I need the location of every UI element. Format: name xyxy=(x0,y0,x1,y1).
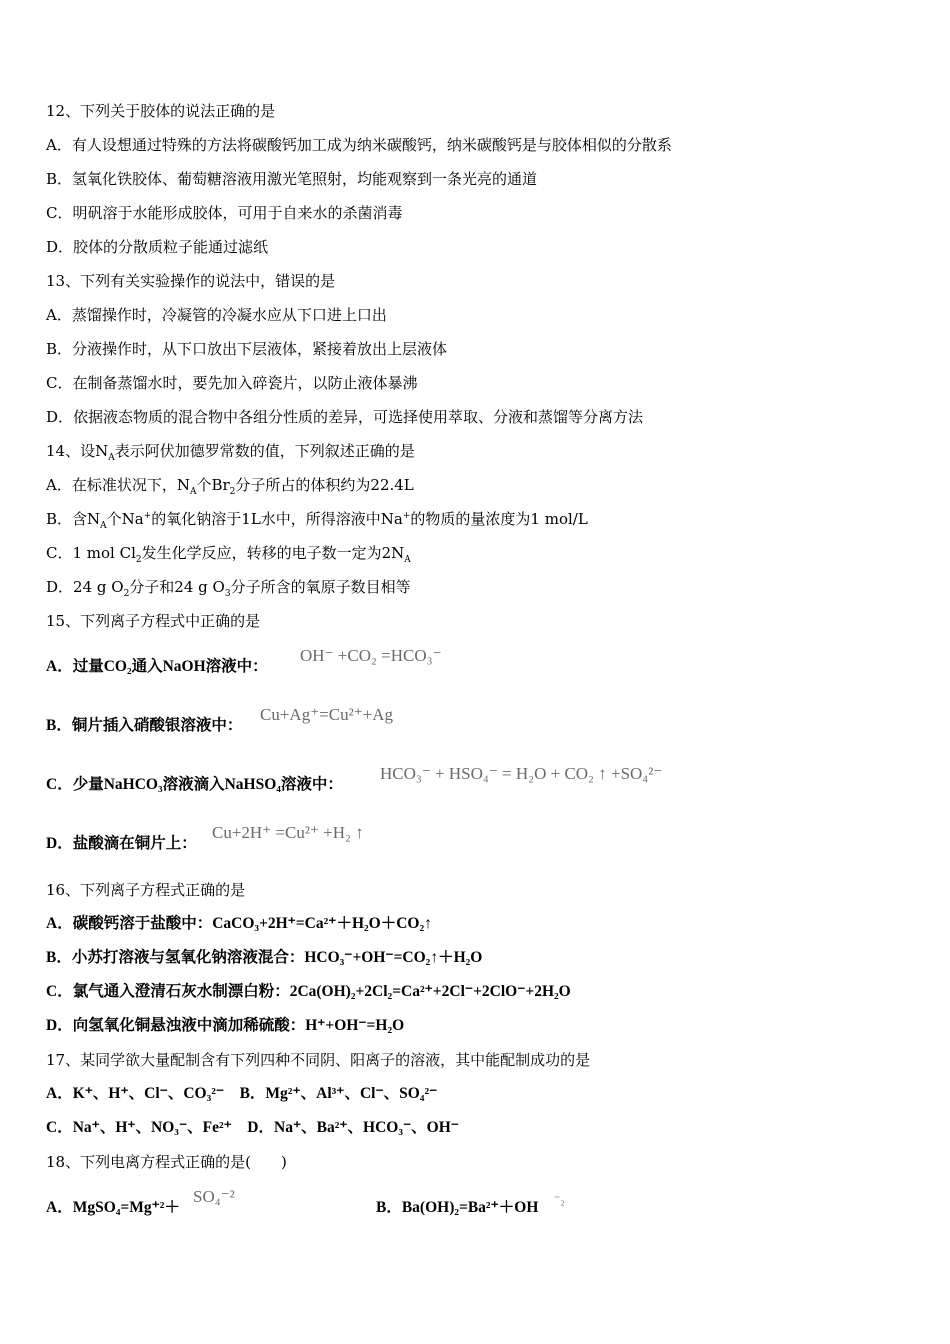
q13-option-b: B．分液操作时，从下口放出下层液体，紧接着放出上层液体 xyxy=(46,340,448,358)
q17-options-ab: A．K⁺、H⁺、Cl⁻、CO₃²⁻ B．Mg²⁺、Al³⁺、Cl⁻、SO₄²⁻ xyxy=(46,1085,438,1102)
q15-stem: 15、下列离子方程式中正确的是 xyxy=(46,612,261,630)
q15-option-c-formula: HCO₃⁻ + HSO₄⁻ = H₂O + CO₂ ↑ +SO₄²⁻ xyxy=(380,764,663,783)
q14-option-c: C．1 mol $Cl_2$发生化学反应，转移的电子数一定为$2N_A$ xyxy=(46,544,411,565)
q15-option-d-formula: Cu+2H⁺ =Cu²⁺ +H₂ ↑ xyxy=(212,823,364,842)
q16-option-c: C．氯气通入澄清石灰水制漂白粉：2Ca(OH)₂+2Cl₂=Ca²⁺+2Cl⁻+2ClO⁻+2H₂O xyxy=(46,983,571,1000)
q18-option-b-formula: ⁻₂ xyxy=(554,1192,565,1206)
q18-stem: 18、下列电离方程式正确的是( ) xyxy=(46,1153,287,1171)
q16-option-b: B．小苏打溶液与氢氧化钠溶液混合：HCO₃⁻+OH⁻=CO₂↑＋H₂O xyxy=(46,949,483,966)
q15-option-d-label: D．盐酸滴在铜片上： xyxy=(46,835,197,852)
q14-option-a: A．在标准状况下，$N_A$个$Br_2$分子所占的体积约为22.4L xyxy=(46,476,414,497)
q12-stem: 12、下列关于胶体的说法正确的是 xyxy=(46,102,276,120)
q15-option-b-label: B．铜片插入硝酸银溶液中： xyxy=(46,717,243,734)
q12-option-d: D．胶体的分散质粒子能通过滤纸 xyxy=(46,238,269,256)
q14-option-b: B．含$N_A$个Na+的氧化钠溶于1L水中，所得溶液中Na+的物质的量浓度为1 mol/L xyxy=(46,510,588,531)
q16-option-a: A．碳酸钙溶于盐酸中：CaCO₃+2H⁺=Ca²⁺＋H₂O＋CO₂↑ xyxy=(46,915,432,932)
q14-option-d: D．24 g $O_2$分子和24 g $O_3$分子所含的氧原子数目相等 xyxy=(46,578,411,599)
q16-stem: 16、下列离子方程式正确的是 xyxy=(46,881,246,899)
q15-option-b-formula: Cu+Ag⁺=Cu²⁺+Ag xyxy=(260,705,394,724)
q13-option-d: D．依据液态物质的混合物中各组分性质的差异，可选择使用萃取、分液和蒸馏等分离方法 xyxy=(46,408,644,426)
q17-options-cd: C．Na⁺、H⁺、NO₃⁻、Fe²⁺ D．Na⁺、Ba²⁺、HCO₃⁻、OH⁻ xyxy=(46,1119,459,1136)
q15-option-a-formula: OH⁻ +CO₂ =HCO₃⁻ xyxy=(300,646,442,665)
q12-option-c: C．明矾溶于水能形成胶体，可用于自来水的杀菌消毒 xyxy=(46,204,403,222)
q15-option-c-label: C．少量NaHCO₃溶液滴入NaHSO₄溶液中： xyxy=(46,776,343,793)
q14-stem: 14、设$N_A$表示阿伏加德罗常数的值，下列叙述正确的是 xyxy=(46,442,415,463)
q13-stem: 13、下列有关实验操作的说法中，错误的是 xyxy=(46,272,336,290)
q18-option-b-label: B．Ba(OH)₂=Ba²⁺＋OH xyxy=(376,1199,539,1216)
q12-option-b: B．氢氧化铁胶体、葡萄糖溶液用激光笔照射，均能观察到一条光亮的通道 xyxy=(46,170,538,188)
q17-stem: 17、某同学欲大量配制含有下列四种不同阴、阳离子的溶液，其中能配制成功的是 xyxy=(46,1051,591,1069)
q15-option-a-label: A．过量CO₂通入NaOH溶液中： xyxy=(46,658,268,675)
q16-option-d: D．向氢氧化铜悬浊液中滴加稀硫酸：H⁺+OH⁻=H₂O xyxy=(46,1017,405,1034)
q18-option-a-formula: SO₄⁻² xyxy=(193,1187,235,1206)
q18-option-a-label: A．MgSO₄=Mg⁺²＋ xyxy=(46,1199,180,1216)
q12-option-a: A．有人设想通过特殊的方法将碳酸钙加工成为纳米碳酸钙，纳米碳酸钙是与胶体相似的分散系 xyxy=(46,136,672,154)
q13-option-c: C．在制备蒸馏水时，要先加入碎瓷片，以防止液体暴沸 xyxy=(46,374,418,392)
q13-option-a: A．蒸馏操作时，冷凝管的冷凝水应从下口进上口出 xyxy=(46,306,387,324)
